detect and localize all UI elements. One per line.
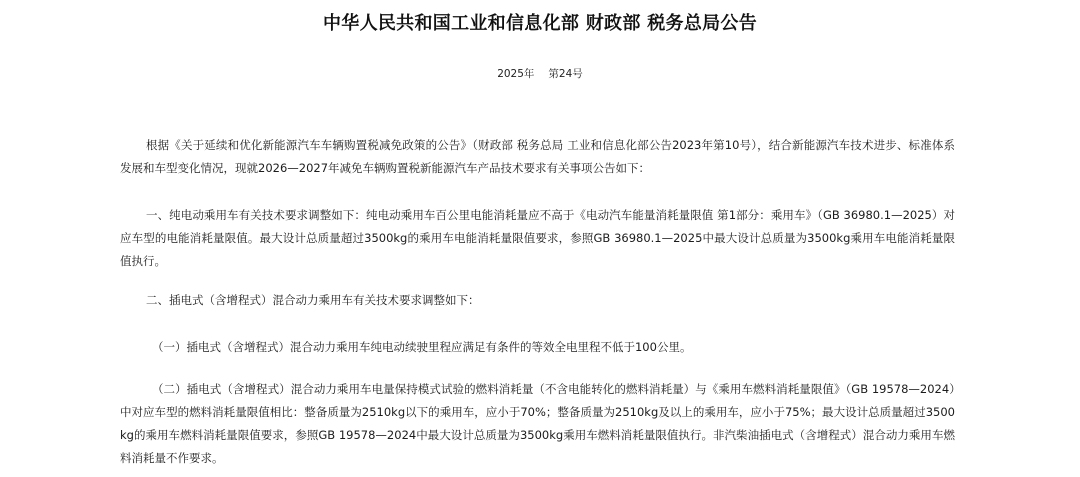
page-title: 中华人民共和国工业和信息化部 财政部 税务总局公告 — [322, 13, 758, 34]
paragraph-item-one: 一、纯电动乘用车有关技术要求调整如下：纯电动乘用车百公里电能消耗量应不高于《电动汽车能量消耗量限值 第1部分：乘用车》（GB 36980.1—2025）对应车型的电能消耗量限值。最大设计总质量超过3500kg的乘用车电能消耗量限值要求，参照GB 36980.1—2025中最大设计总质量为3500kg乘用车电能消耗量限值执行。 — [120, 208, 955, 268]
document-year: 2025年 — [497, 68, 535, 80]
paragraph-item-two-sub-one: （一）插电式（含增程式）混合动力乘用车纯电动续驶里程应满足有条件的等效全电里程不低于100公里。 — [152, 340, 692, 354]
document-number — [0, 66, 1080, 82]
paragraph-intro: 根据《关于延续和优化新能源汽车车辆购置税减免政策的公告》（财政部 税务总局 工业和信息化部公告2023年第10号），结合新能源汽车技术进步、标准体系发展和车型变化情况，现就2026—2027年减免车辆购置税新能源汽车产品技术要求有关事项公告如下： — [120, 138, 955, 175]
paragraph-item-two: 二、插电式（含增程式）混合动力乘用车有关技术要求调整如下： — [146, 293, 480, 307]
paragraph-item-two-sub-two: （二）插电式（含增程式）混合动力乘用车电量保持模式试验的燃料消耗量（不含电能转化的燃料消耗量）与《乘用车燃料消耗量限值》（GB 19578—2024）中对应车型的燃料消耗量限值相比：整备质量为2510kg以下的乘用车，应小于70%；整备质量为2510kg及以上的乘用车，应小于75%；最大设计总质量超过3500kg的乘用车燃料消耗量限值要求，参照GB 19578—2024中最大设计总质量为3500kg乘用车燃料消耗量限值执行。非汽柴油插电式（含增程式）混合动力乘用车燃料消耗量不作要求。 — [120, 382, 955, 465]
document-issue-number: 第24号 — [548, 68, 583, 80]
